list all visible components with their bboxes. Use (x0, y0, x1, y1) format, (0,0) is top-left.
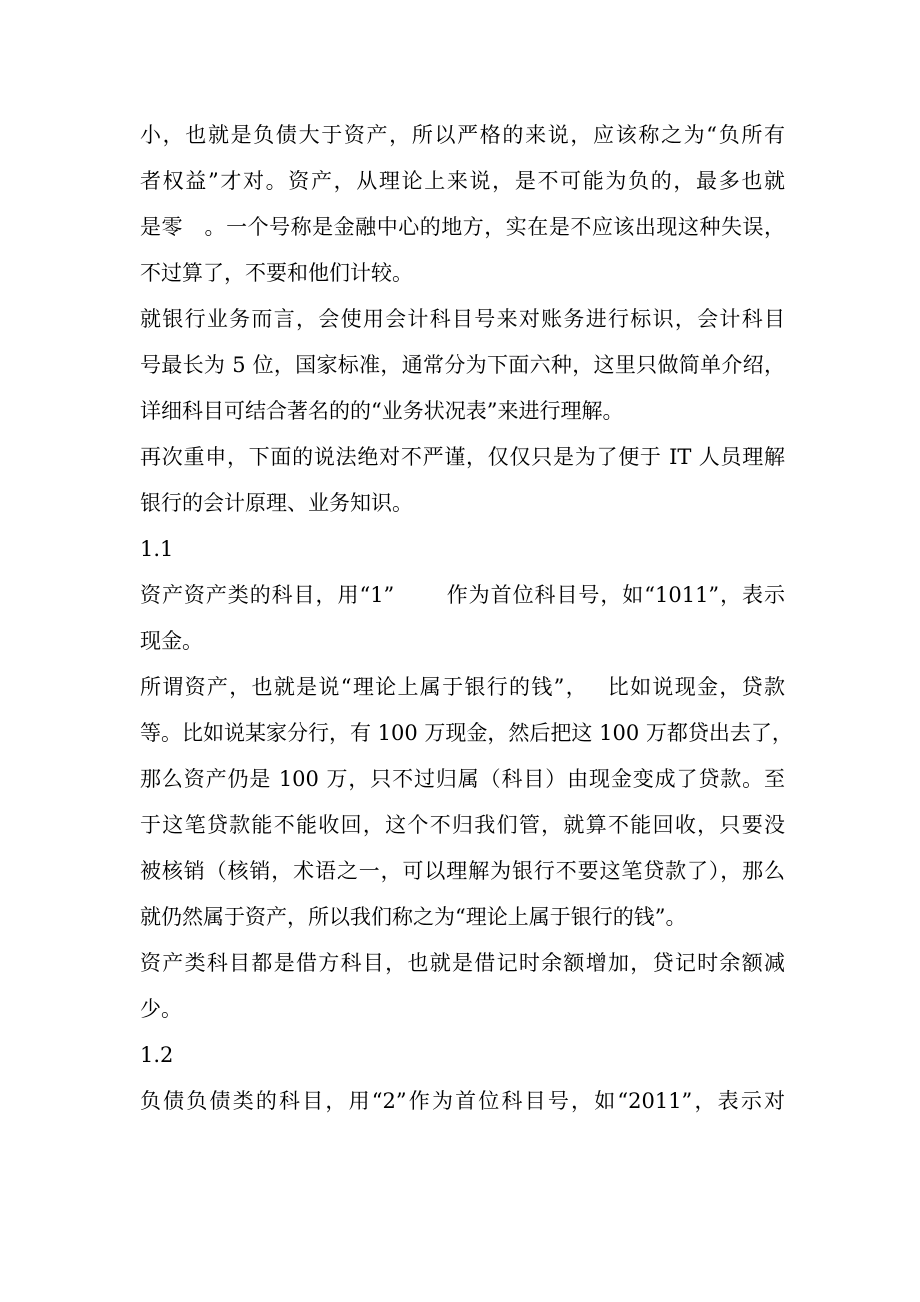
text-line: 资产类科目都是借方科目，也就是借记时余额增加，贷记时余额减 (140, 951, 785, 975)
body-text (140, 112, 793, 1124)
text-line: 者权益”才对。资产，从理论上来说，是不可能为负的，最多也就 (140, 169, 785, 193)
text-line: 所谓资产，也就是说“理论上属于银行的钱”， 比如说现金，贷款 (140, 675, 785, 699)
section-number: 1.1 (140, 537, 174, 561)
text-line: 再次重申，下面的说法绝对不严谨，仅仅只是为了便于 IT 人员理解 (140, 445, 785, 469)
text-line: 少。 (140, 997, 182, 1021)
text-line: 于这笔贷款能不能收回，这个不归我们管，就算不能回收，只要没 (140, 813, 785, 837)
text-line: 负债负债类的科目，用“2”作为首位科目号，如“2011”，表示对 (140, 1089, 785, 1113)
text-line: 银行的会计原理、业务知识。 (140, 491, 413, 515)
text-line: 不过算了，不要和他们计较。 (140, 261, 413, 285)
section-number: 1.2 (140, 1043, 174, 1067)
text-line: 就仍然属于资产，所以我们称之为“理论上属于银行的钱”。 (140, 905, 687, 929)
text-line: 资产资产类的科目，用“1” 作为首位科目号，如“1011”，表示 (140, 583, 785, 607)
text-line: 就银行业务而言，会使用会计科目号来对账务进行标识，会计科目 (140, 307, 785, 331)
text-line: 详细科目可结合著名的的“业务状况表”来进行理解。 (140, 399, 624, 423)
text-line: 是零 。一个号称是金融中心的地方，实在是不应该出现这种失误， (140, 215, 785, 239)
text-line: 号最长为 5 位，国家标准，通常分为下面六种，这里只做简单介绍， (140, 353, 785, 377)
text-line: 那么资产仍是 100 万，只不过归属（科目）由现金变成了贷款。至 (140, 767, 785, 791)
text-line: 小，也就是负债大于资产，所以严格的来说，应该称之为“负所有 (140, 123, 785, 147)
text-line: 现金。 (140, 629, 203, 653)
text-line: 等。比如说某家分行，有 100 万现金，然后把这 100 万都贷出去了， (140, 721, 793, 745)
text-line: 被核销（核销，术语之一，可以理解为银行不要这笔贷款了），那么 (140, 859, 785, 883)
